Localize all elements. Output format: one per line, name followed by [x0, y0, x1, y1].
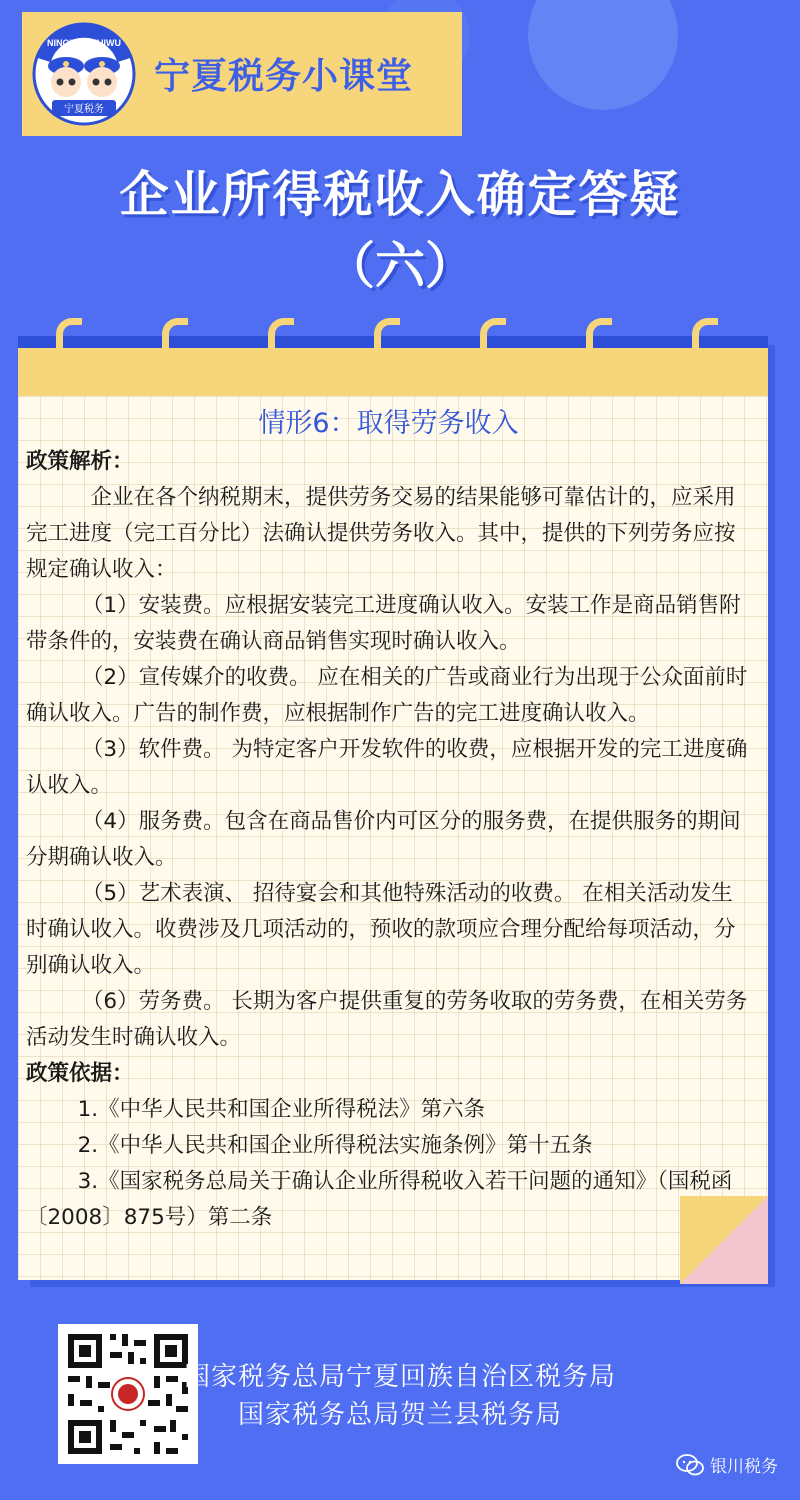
policy-analysis-heading: 政策解析： — [26, 449, 134, 474]
reference-item: 1.《中华人民共和国企业所得税法》第六条 — [77, 1097, 486, 1122]
reference-item: 3.《国家税务总局关于确认企业所得税收入若干问题的通知》（国税函〔2008〕875号）第二条 — [26, 1169, 733, 1230]
list-item: （5）艺术表演、 招待宴会和其他特殊活动的收费。 在相关活动发生时确认收入。收费涉及几项活动的，预收的款项应合理分配给每项活动，分别确认收入。 — [26, 881, 736, 978]
list-item: （6）劳务费。 长期为客户提供重复的劳务收取的劳务费，在相关劳务活动发生时确认收入。 — [26, 989, 748, 1050]
badge-title: 宁夏税务小课堂 — [154, 56, 414, 97]
list-item: （1）安装费。应根据安装完工进度确认收入。安装工作是商品销售附带条件的，安装费在确认商品销售实现时确认收入。 — [26, 593, 741, 654]
binder-ring-icon — [480, 318, 506, 376]
binder-ring-icon — [374, 318, 400, 376]
binder-ring-icon — [162, 318, 188, 376]
binder-ring-icon — [692, 318, 718, 376]
reference-item: 2.《中华人民共和国企业所得税法实施条例》第十五条 — [77, 1133, 593, 1158]
page-title: 企业所得税收入确定答疑 — [119, 166, 681, 223]
binder-ring-icon — [268, 318, 294, 376]
background-circle — [528, 0, 678, 110]
policy-basis-heading: 政策依据： — [26, 1061, 134, 1086]
footer-organization: 国家税务总局宁夏回族自治区税务局 — [183, 1362, 616, 1392]
mascot-logo — [30, 20, 138, 128]
header-badge — [22, 12, 462, 136]
intro-paragraph: 企业在各个纳税期末，提供劳务交易的结果能够可靠估计的，应采用完工进度（完工百分比）法确认提供劳务收入。其中，提供的下列劳务应按规定确认收入： — [26, 485, 736, 582]
list-item: （2）宣传媒介的收费。 应在相关的广告或商业行为出现于公众面前时确认收入。广告的制作费，应根据制作广告的完工进度确认收入。 — [26, 665, 748, 726]
list-item: （3）软件费。 为特定客户开发软件的收费，应根据开发的完工进度确认收入。 — [26, 737, 748, 798]
binder-ring-icon — [586, 318, 612, 376]
list-item: （4）服务费。包含在商品售价内可区分的服务费，在提供服务的期间分期确认收入。 — [26, 809, 741, 870]
section-subtitle: 情形6：取得劳务收入 — [258, 408, 519, 439]
binder-ring-icon — [56, 318, 82, 376]
logo-banner-text: 宁夏税务 — [64, 104, 104, 115]
notepad-content — [26, 404, 751, 1236]
page-title-part: （六） — [325, 237, 475, 295]
wechat-account-label — [676, 1452, 778, 1477]
wechat-icon — [676, 1454, 704, 1476]
account-name: 银川税务 — [710, 1457, 778, 1477]
logo-arc-text: NINGXIASHUIWU — [47, 38, 121, 48]
footer-organization: 国家税务总局贺兰县税务局 — [237, 1400, 562, 1430]
